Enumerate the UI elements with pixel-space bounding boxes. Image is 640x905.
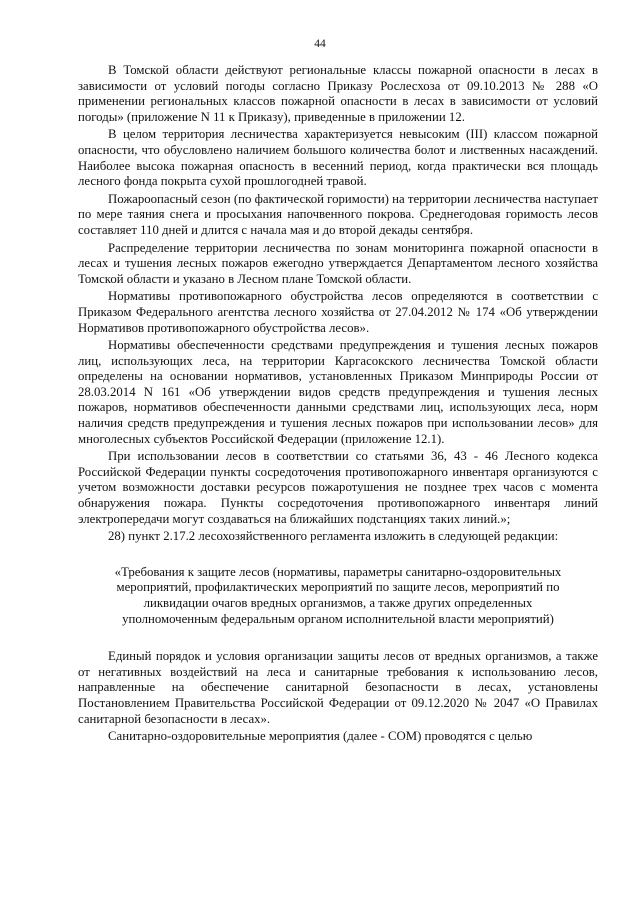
paragraph-monitoring-zones: Распределение территории лесничества по зонам мониторинга пожарной опасности в лесах и тушения лесных пожаров ежегодно утверждается Департаментом лесного хозяйства Томской области и указано в Лесном плане Томской области. [78,240,598,286]
page-number: 44 [314,38,326,50]
paragraph-fire-season: Пожароопасный сезон (по фактической горимости) на территории лесничества наступает по мере таяния снега и просыхания напочвенного покрова. Среднегодовая горимость лесов составляет 110 дней и длится с начала мая и до второй декады сентября. [78,191,598,237]
paragraph-item-28: 28) пункт 2.17.2 лесохозяйственного регламента изложить в следующей редакции: [108,529,559,544]
section-heading: «Требования к защите лесов (нормативы, параметры санитарно-оздоровительных мероприятий, профилактических мероприятий по защите лесов, мероприятий по ликвидации очагов вредных организмов, а также других определенных уполномоченным федеральным органом исполнительной власти мероприятий) [114,564,562,626]
paragraph-fire-danger-classes: В Томской области действуют региональные классы пожарной опасности в лесах в зависимости от условий погоды согласно Приказу Рослесхоза от 09.10.2013 № 288 «О применении региональных классов пожарной опасности в лесах в зависимости от условий погоды» (приложение N 11 к Приказу), приведенные в приложении 12. [78,63,598,124]
paragraph-inventory-points: При использовании лесов в соответствии со статьями 36, 43 - 46 Лесного кодекса Российской Федерации пункты сосредоточения противопожарного инвентаря организуются с учетом возможности доставки ресурсов пожаротушения не позднее трех часов с момента обнаружения пожара. Пункты сосредоточения противопожарного инвентаря линий электропередачи могут создаваться на ближайших подстанциях таких линий.»; [78,449,598,526]
page-content [78,63,598,747]
paragraph-fire-prevention-standards: Нормативы противопожарного обустройства лесов определяются в соответствии с Приказом Федерального агентства лесного хозяйства от 27.04.2012 № 174 «Об утверждении Нормативов противопожарного обустройства лесов». [78,289,598,335]
paragraph-fire-danger-level: В целом территория лесничества характеризуется невысоким (III) классом пожарной опасности, что обусловлено наличием большого количества болот и лиственных насаждений. Наиболее высока пожарная опасность в весенний период, когда практически вся площадь лесного фонда покрыта сухой прошлогодней травой. [78,127,598,189]
paragraph-equipment-standards: Нормативы обеспеченности средствами предупреждения и тушения лесных пожаров лиц, использующих леса, на территории Каргасокского лесничества Томской области определены на основании нормативов, установленных Приказом Минприроды России от 28.03.2014 N 161 «Об утверждении видов средств предупреждения и тушения лесных пожаров, нормативов обеспеченности данными средствами лиц, использующих леса, норм наличия средств предупреждения и тушения лесных пожаров при использовании лесов» для многолесных субъектов Российской Федерации (приложение 12.1). [78,338,598,446]
paragraph-sanitary-rules: Единый порядок и условия организации защиты лесов от вредных организмов, а также от негативных воздействий на леса и санитарные требования к использованию лесов, направленные на обеспечение санитарной безопасности в лесах, установлены Постановлением Правительства Российской Федерации от 09.12.2020 № 2047 «О Правилах санитарной безопасности в лесах». [78,649,598,726]
paragraph-som: Санитарно-оздоровительные мероприятия (далее - СОМ) проводятся с целью [108,729,533,744]
